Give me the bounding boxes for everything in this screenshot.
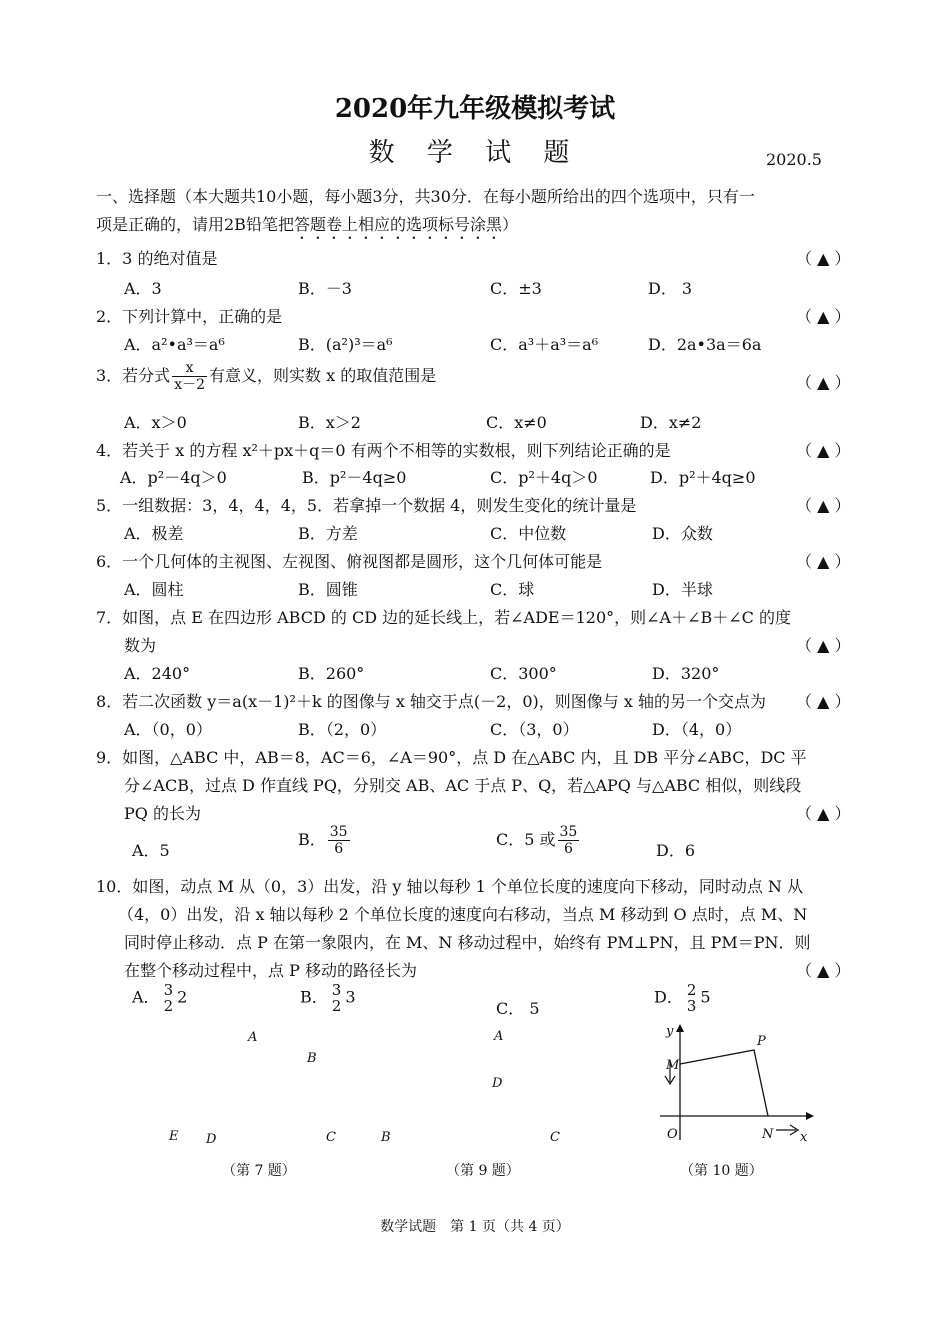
option-b-label: B．	[300, 987, 328, 1007]
question-7-answer-mark: （ ▲ ）	[796, 636, 851, 655]
question-3-option-a: A．x＞0	[124, 413, 187, 432]
question-9-stem-line2: 分∠ACB，过点 D 作直线 PQ，分别交 AB、AC 于点 P、Q，若△APQ 与△ABC 相似，则线段	[124, 776, 802, 795]
question-2-option-d: D．2a•3a＝6a	[648, 335, 762, 354]
question-6-option-c: C．球	[490, 580, 535, 599]
fig10-quad-path	[680, 1050, 768, 1116]
question-5-option-d: D．众数	[652, 524, 713, 543]
question-3-stem	[96, 360, 436, 393]
question-1-option-a: A．3	[124, 279, 162, 298]
fraction-denominator: 6	[563, 841, 573, 857]
instruction-emphasis: 答题卷上相应的选项标号涂黑	[293, 215, 502, 234]
fraction-denominator: 6	[334, 841, 344, 857]
question-4-stem: 4．若关于 x 的方程 x²＋px＋q＝0 有两个不相等的实数根，则下列结论正确的是	[96, 441, 671, 460]
question-4-answer-mark: （ ▲ ）	[796, 441, 851, 460]
option-d-tail: 5	[700, 987, 711, 1007]
fraction-numerator: 35	[329, 824, 348, 840]
option-b-fraction	[330, 982, 344, 1014]
fig10-y-axis-arrow	[676, 1024, 684, 1032]
fig10-x-axis-arrow	[806, 1112, 814, 1120]
question-9-option-b	[298, 824, 352, 857]
question-10-answer-mark: （ ▲ ）	[796, 961, 851, 980]
fig10-label-o: O	[667, 1127, 678, 1142]
question-10-option-b	[300, 982, 356, 1014]
question-2-answer-mark: （ ▲ ）	[796, 307, 851, 326]
question-8-answer-mark: （ ▲ ）	[796, 692, 851, 711]
fraction-denominator: 3	[686, 997, 697, 1015]
question-5-option-b: B．方差	[298, 524, 358, 543]
question-4-option-c: C．p²＋4q＞0	[490, 468, 598, 487]
question-3-option-b: B．x＞2	[298, 413, 361, 432]
fig9-label-c: C	[550, 1130, 560, 1145]
fraction-numerator: x	[172, 360, 207, 377]
option-b-tail: 3	[345, 987, 356, 1007]
option-a-label: A．	[132, 987, 160, 1007]
fig10-caption: （第 10 题）	[680, 1163, 763, 1179]
fig7-label-b: B	[307, 1051, 317, 1066]
question-9-answer-mark: （ ▲ ）	[796, 804, 851, 823]
question-10-option-a	[132, 982, 187, 1014]
fraction-denominator: 2	[163, 997, 174, 1015]
question-6-option-d: D．半球	[652, 580, 713, 599]
question-7-option-c: C．300°	[490, 664, 557, 683]
question-6-answer-mark: （ ▲ ）	[796, 552, 851, 571]
question-1-option-b: B．－3	[298, 279, 352, 298]
question-9-stem-line1: 9．如图，△ABC 中，AB＝8，AC＝6，∠A＝90°，点 D 在△ABC 内，且 DB 平分∠ABC，DC 平	[96, 748, 807, 767]
question-7-option-b: B．260°	[298, 664, 365, 683]
fraction-numerator: 3	[331, 981, 342, 999]
fig7-label-e: E	[169, 1129, 179, 1144]
instruction-part-a: 项是正确的，请用2B铅笔把	[96, 215, 294, 234]
option-b-label: B．	[298, 830, 326, 849]
section-instruction-line2	[96, 212, 518, 243]
question-3-option-d: D．x≠2	[640, 413, 702, 432]
question-8-option-d: D．（4，0）	[652, 720, 742, 739]
question-1-option-d: D． 3	[648, 279, 693, 298]
option-a-tail: 2	[177, 987, 188, 1007]
exam-subtitle: 数 学 试 题	[368, 138, 582, 168]
question-2-option-a: A．a²•a³＝a⁶	[124, 335, 225, 354]
exam-date: 2020.5	[766, 150, 822, 169]
question-3-stem-b: 有意义，则实数 x 的取值范围是	[209, 366, 437, 385]
question-6-option-b: B．圆锥	[298, 580, 358, 599]
question-7-stem-line2: 数为	[124, 636, 157, 655]
question-6-stem: 6．一个几何体的主视图、左视图、俯视图都是圆形，这个几何体可能是	[96, 552, 603, 571]
question-5-option-a: A．极差	[124, 524, 184, 543]
question-1-option-c: C．±3	[490, 279, 542, 298]
question-9-option-a: A．5	[132, 841, 170, 860]
question-4-option-a: A．p²－4q＞0	[120, 468, 227, 487]
fraction-numerator: 35	[559, 824, 578, 840]
page-footer: 数学试题 第 1 页（共 4 页）	[380, 1219, 570, 1235]
option-c-fraction	[558, 824, 580, 857]
option-c-label: C．5 或	[496, 830, 556, 849]
question-3-option-c: C．x≠0	[486, 413, 547, 432]
instruction-part-c: ）	[501, 215, 518, 234]
question-8-option-c: C．（3，0）	[490, 720, 579, 739]
fig9-label-b: B	[381, 1130, 391, 1145]
question-3-answer-mark: （ ▲ ）	[796, 373, 851, 392]
question-2-option-c: C．a³＋a³＝a⁶	[490, 335, 599, 354]
question-10-stem-line3: 同时停止移动．点 P 在第一象限内，在 M、N 移动过程中，始终有 PM⊥PN，且 PM＝PN．则	[124, 933, 811, 952]
question-8-stem: 8．若二次函数 y＝a(x－1)²＋k 的图像与 x 轴交于点(－2，0)，则图像与 x 轴的另一个交点为	[96, 692, 766, 711]
fraction-denominator: 2	[331, 997, 342, 1015]
question-10-stem-line4: 在整个移动过程中，点 P 移动的路径长为	[124, 961, 417, 980]
section-instruction-line1: 一、选择题（本大题共10小题，每小题3分，共30分．在每小题所给出的四个选项中，只有一	[96, 187, 755, 206]
fig9-label-d: D	[492, 1076, 503, 1091]
question-4-option-d: D．p²＋4q≥0	[650, 468, 756, 487]
option-b-fraction	[328, 824, 350, 857]
fig10-label-p: P	[757, 1034, 766, 1049]
question-5-answer-mark: （ ▲ ）	[796, 496, 851, 515]
question-7-stem-line1: 7．如图，点 E 在四边形 ABCD 的 CD 边的延长线上，若∠ADE＝120°，则∠A＋∠B＋∠C 的度	[96, 608, 791, 627]
question-3-stem-a: 3．若分式	[96, 366, 171, 385]
question-4-option-b: B．p²－4q≥0	[302, 468, 407, 487]
fig10-label-x: x	[800, 1130, 808, 1145]
question-8-option-b: B．（2，0）	[298, 720, 387, 739]
question-10-option-c: C． 5	[496, 999, 540, 1018]
fig10-label-y: y	[666, 1024, 674, 1039]
fig9-caption: （第 9 题）	[446, 1163, 520, 1179]
fig7-caption: （第 7 题）	[222, 1163, 296, 1179]
question-10-stem-line1: 10．如图，动点 M 从（0，3）出发，沿 y 轴以每秒 1 个单位长度的速度向下移动，同时动点 N 从	[96, 877, 804, 896]
fraction-denominator: x－2	[174, 377, 205, 393]
fig7-label-d: D	[206, 1132, 217, 1147]
fraction-numerator: 3	[163, 981, 174, 999]
exam-title: 2020年九年级模拟考试	[334, 94, 616, 124]
option-a-fraction	[162, 982, 176, 1014]
question-2-option-b: B．(a²)³＝a⁶	[298, 335, 393, 354]
question-2-stem: 2．下列计算中，正确的是	[96, 307, 283, 326]
question-1-stem: 1．3 的绝对值是	[96, 249, 218, 268]
question-3-fraction	[172, 360, 207, 393]
option-d-label: D．	[654, 987, 683, 1007]
question-9-option-c	[496, 824, 581, 857]
fig7-label-c: C	[326, 1130, 336, 1145]
fig10-label-n: N	[762, 1127, 774, 1142]
question-5-option-c: C．中位数	[490, 524, 567, 543]
question-1-answer-mark: （ ▲ ）	[796, 249, 851, 268]
question-9-option-d: D．6	[656, 841, 696, 860]
fraction-numerator: 2	[686, 981, 697, 999]
question-7-option-d: D．320°	[652, 664, 720, 683]
question-6-option-a: A．圆柱	[124, 580, 184, 599]
question-10-stem-line2: （4，0）出发，沿 x 轴以每秒 2 个单位长度的速度向右移动，当点 M 移动到 O 点时，点 M、N	[118, 905, 808, 924]
question-10-option-d	[654, 982, 711, 1014]
question-9-stem-line3: PQ 的长为	[124, 804, 201, 823]
fig7-label-a: A	[248, 1030, 258, 1045]
fig9-label-a: A	[494, 1029, 504, 1044]
question-7-option-a: A．240°	[124, 664, 191, 683]
option-d-fraction	[685, 982, 699, 1014]
question-5-stem: 5．一组数据：3，4，4，4，5．若拿掉一个数据 4，则发生变化的统计量是	[96, 496, 637, 515]
question-8-option-a: A．（0，0）	[124, 720, 212, 739]
fig10-label-m: M	[666, 1058, 680, 1073]
